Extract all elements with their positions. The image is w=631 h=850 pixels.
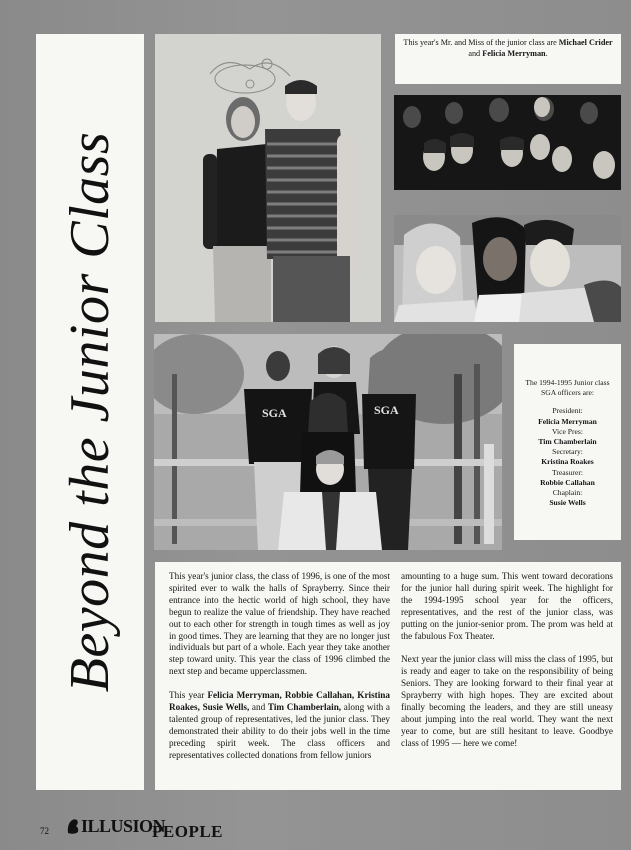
p2-and: and bbox=[249, 702, 268, 713]
officer-name: Kristina Roakes bbox=[541, 457, 594, 467]
officer-name: Felicia Merryman bbox=[538, 416, 597, 426]
photo-trio bbox=[394, 215, 621, 322]
officer-name: Susie Wells bbox=[549, 498, 586, 508]
officer-role: Vice Pres: bbox=[552, 426, 583, 436]
officer-name: Robbie Callahan bbox=[540, 477, 595, 487]
section-name: PEOPLE bbox=[152, 822, 224, 841]
shirt-text-left: SGA bbox=[262, 406, 287, 420]
p2-start: This year bbox=[169, 690, 208, 701]
article-column-1 bbox=[169, 571, 390, 774]
article-paragraph-2 bbox=[169, 690, 390, 761]
article-column-2 bbox=[401, 571, 613, 762]
caption-mr-miss bbox=[395, 34, 621, 84]
officer-role: Chaplain: bbox=[552, 488, 583, 498]
caption-name-2: Felicia Merryman bbox=[482, 49, 546, 58]
officer-entry bbox=[518, 427, 617, 447]
page-title: Beyond the Junior Class bbox=[59, 131, 121, 693]
officer-entry bbox=[518, 447, 617, 467]
title-strip bbox=[36, 34, 144, 790]
officer-entry bbox=[518, 488, 617, 508]
shirt-text-right: SGA bbox=[374, 403, 399, 417]
officer-entry bbox=[518, 468, 617, 488]
publication-logo bbox=[66, 816, 165, 837]
officer-role: Secretary: bbox=[552, 447, 583, 457]
caption-name-1: Michael Crider bbox=[558, 38, 613, 47]
caption-joiner: and bbox=[468, 49, 483, 58]
p2-officer-names: Felicia Merryman, Robbie Callahan, Kristina Roakes, Susie Wells, bbox=[169, 690, 390, 713]
page-footer bbox=[40, 814, 340, 844]
logo-splash-icon bbox=[66, 817, 80, 835]
caption-prefix: This year's Mr. and Miss of the junior class are bbox=[403, 38, 559, 47]
officer-entry bbox=[518, 406, 617, 426]
article-paragraph-2-continued: amounting to a huge sum. This went toward decorations for the junior hall during spirit week. The highlight for the 1994-1995 school year for the officers, representatives, and the rest of the junior class, was putting on the junior-senior prom. The prom was held at the fabulous Fox Theater. bbox=[401, 571, 613, 641]
caption-suffix: . bbox=[545, 49, 548, 58]
page-number: 72 bbox=[40, 826, 49, 836]
officer-role: President: bbox=[552, 406, 583, 416]
photo-sga-officers bbox=[154, 334, 502, 550]
article-paragraph-3: Next year the junior class will miss the class of 1995, but is ready and eager to take on the responsibility of being Seniors. They are looking forward to their final year at Sprayberry with high hopes. They are excited about finally becoming the leaders, and they are still uneasy about jumping into the real world. They want the next year to come, but are still hesitant to leave. Goodbye class of 1995 — here we come! bbox=[401, 654, 613, 748]
photo-mr-miss bbox=[155, 34, 381, 322]
officer-role: Treasurer: bbox=[552, 467, 583, 477]
article-body bbox=[155, 562, 621, 790]
officer-name: Tim Chamberlain bbox=[538, 437, 597, 447]
sga-officers-list bbox=[514, 344, 621, 540]
photo-crowd bbox=[394, 95, 621, 190]
officers-intro: The 1994-1995 Junior class SGA officers are: bbox=[525, 378, 610, 398]
p2-last-name: Tim Chamberlain, bbox=[267, 702, 342, 713]
publication-name: ILLUSION bbox=[81, 816, 166, 836]
article-paragraph-1: This year's junior class, the class of 1996, is one of the most spirited ever to walk the halls of Sprayberry. Since their entrance into the hectic world of high school, they have begun to realize the value of friendship. They have reached out to each other for strength in tough times as well as joy in good times. They are learning that they are no longer just individuals but part of a whole. Each year they take another step toward unity. This year the class of 1996 climbed the next step and became upperclassmen. bbox=[169, 571, 390, 677]
p2-rest: along with a talented group of representatives, led the junior class. They demonstrated their ability to do their jobs well in the time preceding spirit week. The class officers and representatives collected donations from fellow juniors bbox=[169, 702, 390, 760]
